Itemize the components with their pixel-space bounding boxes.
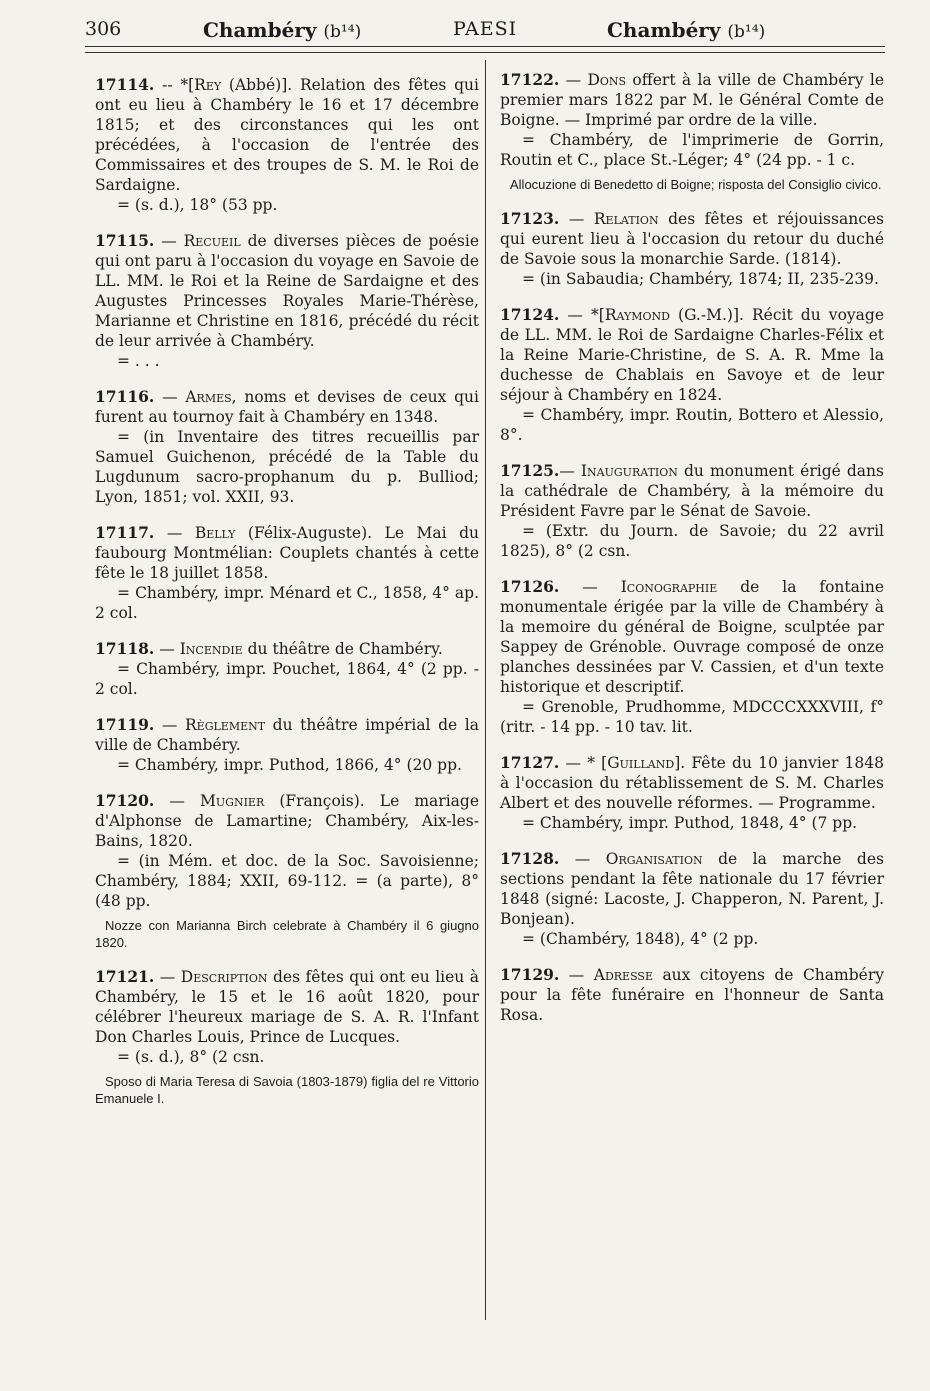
- entry-text: [95, 75, 479, 195]
- bibliography-entry: [500, 753, 884, 833]
- entry-text: [95, 791, 479, 851]
- entry-dash: —: [154, 716, 186, 734]
- bibliography-entry: [500, 965, 884, 1025]
- entry-dash: —: [559, 210, 594, 228]
- entry-text: [95, 967, 479, 1047]
- entry-dash: —: [154, 792, 201, 810]
- entry-title: offert à la ville de Chambéry le premier mars 1822 par M. le Général Comte de Boigne. — Imprimé par ordre de la ville.: [500, 71, 885, 129]
- entry-author: Dons: [587, 71, 627, 89]
- entry-text: [500, 461, 884, 521]
- entry-author: Belly: [194, 524, 236, 542]
- entry-imprint: = Chambéry, impr. Puthod, 1866, 4° (20 pp.: [117, 756, 462, 774]
- entry-number: 17126.: [500, 577, 560, 596]
- bibliography-entry: [95, 791, 479, 951]
- entry-text: [500, 305, 884, 405]
- entry-imprint: = (Chambéry, 1848), 4° (2 pp.: [522, 930, 759, 948]
- page-header: [85, 12, 885, 48]
- entry-imprint: = (s. d.), 18° (53 pp.: [117, 196, 278, 214]
- entry-author: Mugnier: [200, 792, 265, 810]
- entry-author: Raymond: [604, 306, 670, 324]
- entry-dash: —: [559, 71, 588, 89]
- entry-author: Armes: [185, 388, 232, 406]
- page-number: 306: [85, 18, 122, 40]
- entry-imprint: = (s. d.), 8° (2 csn.: [117, 1048, 265, 1066]
- entry-title: du théâtre impérial de la ville de Chambéry.: [95, 716, 479, 754]
- entry-imprint: = Chambéry, impr. Ménard et C., 1858, 4° ap. 2 col.: [95, 584, 479, 622]
- bibliography-entry: [95, 967, 479, 1107]
- entry-imprint: = Chambéry, impr. Puthod, 1848, 4° (7 pp.: [522, 814, 858, 832]
- entry-author: Organisation: [605, 850, 703, 868]
- bibliography-entry: [95, 523, 479, 623]
- entry-number: 17117.: [95, 523, 155, 542]
- entry-title: (Félix-Auguste). Le Mai du faubourg Montmélian: Couplets chantés à cette fête le 18 juillet 1858.: [95, 524, 479, 582]
- entry-author: Description: [180, 968, 268, 986]
- entry-dash: —: [559, 462, 581, 480]
- entry-imprint: = Grenoble, Prudhomme, MDCCCXXXVIII, f° (ritr. - 14 pp. - 10 tav. lit.: [500, 698, 884, 736]
- entry-dash: —: [559, 850, 606, 868]
- entry-number: 17120.: [95, 791, 155, 810]
- entry-dash: — * [: [559, 754, 608, 772]
- entry-author: Inauguration: [580, 462, 678, 480]
- bibliography-entry: [500, 849, 884, 949]
- entry-dash: -- *[: [154, 76, 195, 94]
- entry-imprint: = (in Inventaire des titres recueillis par Samuel Guichenon, précédé de la Table du Lugdunum sacro-prophanum du p. Bulliod; Lyon, 1851; vol. XXII, 93.: [95, 428, 479, 506]
- entry-title: de la fontaine monumentale érigée par la ville de Chambéry à la memoire du général de Boigne, sculptée par Sappey de Grénoble. Ouvrage composé de onze planches dessinées par V. Cassien, et d'un texte historique et descriptif.: [500, 578, 884, 696]
- entry-dash: —: [154, 524, 195, 542]
- header-rule-top: [85, 46, 885, 47]
- entry-title: (G.-M.)]. Récit du voyage de LL. MM. le Roi de Sardaigne Charles-Félix et la Reine Marie-Christine, de S. A. R. Mme la duchesse de Chablais en Savoye et de leur séjour à Chambéry en 1824.: [500, 306, 884, 404]
- running-title-center: PAESI: [453, 18, 518, 40]
- entry-title: (François). Le mariage d'Alphonse de Lamartine; Chambéry, Aix-les-Bains, 1820.: [95, 792, 479, 850]
- entry-dash: —: [559, 578, 621, 596]
- entry-author: Recueil: [183, 232, 241, 250]
- entry-title: du théâtre de Chambéry.: [242, 640, 443, 658]
- entry-imprint: = (in Mém. et doc. de la Soc. Savoisienne; Chambéry, 1884; XXII, 69-112. = (a parte), 8° (48 pp.: [95, 852, 479, 910]
- bibliography-entry: [500, 577, 884, 737]
- running-title-right: [607, 18, 765, 42]
- entry-imprint: = . . .: [117, 352, 160, 370]
- entry-number: 17129.: [500, 965, 560, 984]
- entry-dash: —: [154, 232, 184, 250]
- entry-author: Incendie: [179, 640, 243, 658]
- entry-number: 17114.: [95, 75, 155, 94]
- entry-number: 17125.: [500, 461, 560, 480]
- entry-dash: —: [154, 640, 180, 658]
- entry-text: [500, 70, 884, 130]
- entry-author: Guilland: [607, 754, 675, 772]
- entry-number: 17121.: [95, 967, 155, 986]
- entry-title: de diverses pièces de poésie qui ont paru à l'occasion du voyage en Savoie de LL. MM. le Roi et la Reine de Sardaigne et des Augustes Princesses Royales Marie-Thérèse, Marianne et Christine en 1816, précédé du récit de leur arrivée à Chambéry.: [95, 232, 479, 350]
- entry-dash: —: [154, 388, 186, 406]
- running-title-right-sup: (b¹⁴): [727, 22, 766, 42]
- entry-dash: — *[: [559, 306, 605, 324]
- entry-number: 17128.: [500, 849, 560, 868]
- right-column: [500, 70, 884, 1041]
- entry-author: Adresse: [593, 966, 653, 984]
- entry-title: des fêtes et réjouissances qui eurent lieu à l'occasion du retour du duché de Savoie sous la monarchie Sarde. (1814).: [500, 210, 884, 268]
- entry-author: Relation: [593, 210, 659, 228]
- left-column: [95, 75, 479, 1123]
- entry-title: de la marche des sections pendant la fête nationale du 17 février 1848 (signé: Lacoste, J. Chapperon, N. Parent, J. Bonjean).: [500, 850, 884, 928]
- entry-title: ]. Fête du 10 janvier 1848 à l'occasion du rétablissement de S. M. Charles Albert et des nouvelle réformes. — Programme.: [500, 754, 885, 812]
- bibliography-entry: [500, 461, 884, 561]
- entry-number: 17118.: [95, 639, 155, 658]
- bibliography-entry: [500, 209, 884, 289]
- entry-dash: —: [154, 968, 181, 986]
- entry-text: [95, 639, 479, 659]
- entry-title: (Abbé)]. Relation des fêtes qui ont eu lieu à Chambéry le 16 et 17 décembre 1815; et des circonstances qui les ont précédées, à l'occasion de l'entrée des Commissaires et des troupes de S. M. le Roi de Sardaigne.: [95, 76, 479, 194]
- entry-text: [500, 965, 884, 1025]
- entry-number: 17116.: [95, 387, 155, 406]
- running-title-left-sup: (b¹⁴): [323, 22, 362, 42]
- bibliography-entry: [500, 305, 884, 445]
- column-divider: [485, 60, 486, 1320]
- entry-text: [500, 753, 884, 813]
- entry-number: 17124.: [500, 305, 560, 324]
- entry-imprint: = Chambéry, impr. Routin, Bottero et Alessio, 8°.: [500, 406, 884, 444]
- entry-text: [95, 523, 479, 583]
- entry-text: [95, 715, 479, 755]
- running-title-left: [203, 18, 361, 42]
- entry-text: [500, 209, 884, 269]
- entry-title: des fêtes qui ont eu lieu à Chambéry, le 15 et le 16 août 1820, pour célébrer l'heureux mariage de S. A. R. l'Infant Don Charles Louis, Prince de Lucques.: [95, 968, 479, 1046]
- entry-author: Iconographie: [620, 578, 718, 596]
- entry-number: 17122.: [500, 70, 560, 89]
- running-title-left-text: Chambéry: [203, 18, 317, 42]
- entry-title: , noms et devises de ceux qui furent au tournoy fait à Chambéry en 1348.: [95, 388, 479, 426]
- entry-number: 17127.: [500, 753, 560, 772]
- bibliography-entry: [95, 639, 479, 699]
- bibliography-entry: [95, 715, 479, 775]
- bibliography-entry: [95, 75, 479, 215]
- entry-dash: —: [559, 966, 594, 984]
- entry-imprint: = (in Sabaudia; Chambéry, 1874; II, 235-239.: [522, 270, 879, 288]
- entry-imprint: = Chambéry, impr. Pouchet, 1864, 4° (2 pp. - 2 col.: [95, 660, 479, 698]
- header-rule-bottom: [85, 52, 885, 53]
- entry-number: 17119.: [95, 715, 155, 734]
- bibliography-entry: [95, 231, 479, 371]
- entry-note: Sposo di Maria Teresa di Savoia (1803-1879) figlia del re Vittorio Emanuele I.: [95, 1074, 479, 1106]
- entry-text: [95, 387, 479, 427]
- entry-imprint: = Chambéry, de l'imprimerie de Gorrin, Routin et C., place St.-Léger; 4° (24 pp. - 1 c.: [500, 131, 884, 169]
- entry-number: 17115.: [95, 231, 155, 250]
- entry-number: 17123.: [500, 209, 560, 228]
- entry-imprint: = (Extr. du Journ. de Savoie; du 22 avril 1825), 8° (2 csn.: [500, 522, 884, 560]
- bibliography-entry: [95, 387, 479, 507]
- entry-author: Règlement: [185, 716, 266, 734]
- entry-text: [500, 577, 884, 697]
- entry-note: Nozze con Marianna Birch celebrate à Chambéry il 6 giugno 1820.: [95, 918, 479, 950]
- entry-text: [95, 231, 479, 351]
- entry-note: Allocuzione di Benedetto di Boigne; risposta del Consiglio civico.: [510, 177, 882, 192]
- entry-title: aux citoyens de Chambéry pour la fête funéraire en l'honneur de Santa Rosa.: [500, 966, 884, 1024]
- bibliography-entry: [500, 70, 884, 193]
- running-title-right-text: Chambéry: [607, 18, 721, 42]
- entry-title: du monument érigé dans la cathédrale de Chambéry, à la mémoire du Président Favre par le Sénat de Savoie.: [500, 462, 884, 520]
- entry-author: Rey: [194, 76, 222, 94]
- entry-text: [500, 849, 884, 929]
